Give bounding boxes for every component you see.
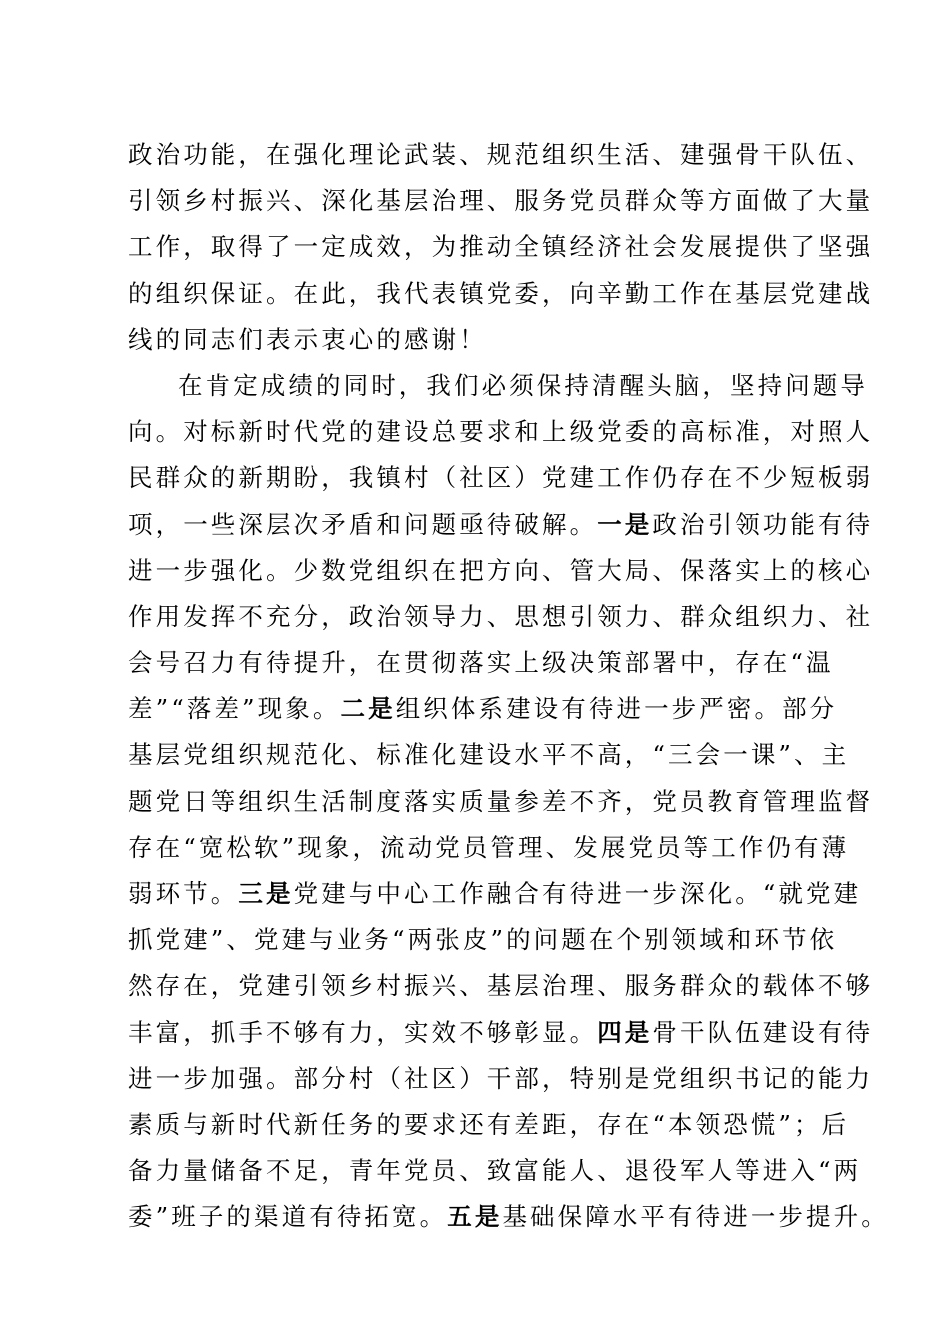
text-line bbox=[128, 455, 874, 501]
text-segment: 政治功能，在强化理论武装、规范组织生活、建强骨干队伍、 bbox=[128, 140, 874, 169]
text-line bbox=[128, 825, 850, 871]
text-line bbox=[128, 1010, 874, 1056]
text-segment: 备力量储备不足，青年党员、致富能人、退役军人等进入“两 bbox=[128, 1156, 862, 1186]
text-line bbox=[128, 178, 874, 224]
text-segment: 进一步加强。部分村（社区）干部，特别是党组织书记的能力 bbox=[128, 1063, 874, 1093]
text-segment: 民群众的新期盼，我镇村（社区）党建工作仍存在不少短板弱 bbox=[128, 463, 874, 493]
point-marker-4: 四是 bbox=[597, 1017, 653, 1047]
text-line bbox=[128, 963, 874, 1009]
text-segment: 引领乡村振兴、深化基层治理、服务党员群众等方面做了大量 bbox=[128, 186, 874, 216]
document-body bbox=[128, 132, 889, 1241]
text-line bbox=[128, 871, 862, 917]
point-marker-5: 五是 bbox=[447, 1202, 503, 1232]
text-line bbox=[128, 1148, 862, 1194]
text-segment: 项，一些深层次矛盾和问题亟待破解。 bbox=[128, 509, 598, 539]
text-line bbox=[128, 132, 874, 178]
text-line bbox=[128, 640, 834, 686]
paragraph-first-line bbox=[128, 363, 868, 409]
text-segment: 委”班子的渠道有待拓宽。 bbox=[128, 1202, 448, 1232]
text-segment: 弱环节。 bbox=[128, 879, 239, 908]
text-line bbox=[128, 1056, 874, 1102]
text-segment: 抓党建”、党建与业务“两张皮”的问题在个别领域和环节依 bbox=[128, 925, 838, 955]
text-segment: 的组织保证。在此，我代表镇党委，向辛勤工作在基层党建战 bbox=[128, 278, 874, 308]
text-line bbox=[128, 224, 874, 270]
text-segment: 作用发挥不充分，政治领导力、思想引领力、群众组织力、社 bbox=[128, 601, 874, 631]
text-segment: 素质与新时代新任务的要求还有差距，存在“本领恐慌”；后 bbox=[128, 1109, 850, 1139]
text-line bbox=[128, 732, 850, 778]
text-segment: 向。对标新时代党的建设总要求和上级党委的高标准，对照人 bbox=[128, 417, 874, 447]
text-line bbox=[128, 594, 874, 640]
text-line bbox=[128, 548, 874, 594]
text-line bbox=[128, 1102, 850, 1148]
text-segment: 骨干队伍建设有待 bbox=[652, 1017, 874, 1047]
text-line bbox=[128, 779, 874, 825]
text-line bbox=[128, 317, 828, 363]
text-line bbox=[128, 686, 838, 732]
text-segment: 组织体系建设有待进一步严密。部分 bbox=[395, 694, 838, 724]
text-line bbox=[128, 271, 874, 317]
text-line bbox=[128, 1194, 889, 1240]
text-segment: 进一步强化。少数党组织在把方向、管大局、保落实上的核心 bbox=[128, 555, 874, 585]
point-marker-3: 三是 bbox=[238, 879, 294, 908]
point-marker-2: 二是 bbox=[340, 694, 396, 724]
text-line bbox=[128, 917, 838, 963]
text-segment: 党建与中心工作融合有待进一步深化。“就党建 bbox=[293, 879, 862, 908]
text-segment: 基础保障水平有待进一步提升。 bbox=[502, 1202, 889, 1232]
text-segment: 题党日等组织生活制度落实质量参差不齐，党员教育管理监督 bbox=[128, 786, 874, 816]
text-segment: 基层党组织规范化、标准化建设水平不高，“三会一课”、主 bbox=[128, 740, 850, 770]
text-segment: 线的同志们表示衷心的感谢！ bbox=[128, 324, 487, 354]
text-segment: 存在“宽松软”现象，流动党员管理、发展党员等工作仍有薄 bbox=[128, 832, 850, 862]
text-segment: 在肯定成绩的同时，我们必须保持清醒头脑，坚持问题导 bbox=[178, 370, 868, 400]
text-segment: 差”“落差”现象。 bbox=[128, 694, 341, 724]
text-segment: 工作，取得了一定成效，为推动全镇经济社会发展提供了坚强 bbox=[128, 232, 874, 262]
text-segment: 会号召力有待提升，在贯彻落实上级决策部署中，存在“温 bbox=[128, 648, 834, 678]
text-line bbox=[128, 409, 874, 455]
text-line bbox=[128, 502, 874, 548]
text-segment: 然存在，党建引领乡村振兴、基层治理、服务群众的载体不够 bbox=[128, 971, 874, 1001]
text-segment: 丰富，抓手不够有力，实效不够彰显。 bbox=[128, 1017, 598, 1047]
text-segment: 政治引领功能有待 bbox=[652, 509, 874, 539]
point-marker-1: 一是 bbox=[597, 509, 653, 539]
